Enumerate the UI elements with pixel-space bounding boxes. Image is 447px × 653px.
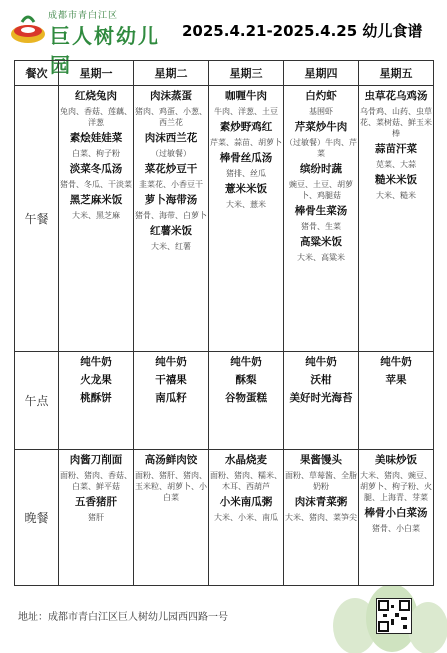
dish-name: 纯牛奶	[305, 356, 337, 368]
dish-name: 芹菜炒牛肉	[294, 121, 348, 133]
corner-header: 餐次	[15, 61, 59, 86]
dish-name: 糙米米饭	[375, 174, 417, 186]
dish-name: 萝卜海带汤	[144, 194, 198, 206]
footer	[0, 586, 447, 653]
school-address: 地址：成都市青白江区巨人树幼儿园西四路一号	[18, 612, 228, 623]
page-title: 2025.4.21-2025.4.25 幼儿食谱	[182, 22, 423, 40]
menu-cell	[359, 86, 434, 352]
dish-name: 淡菜冬瓜汤	[69, 163, 123, 175]
dish-ingredients: 大米、黑芝麻	[72, 211, 120, 220]
day-header: 星期二	[134, 61, 209, 86]
menu-cell	[134, 86, 209, 352]
dinner-row	[15, 450, 434, 586]
menu-cell	[209, 450, 284, 586]
dish-name: 酥梨	[235, 374, 257, 386]
dish-name: 虫草花乌鸡汤	[364, 90, 428, 102]
dish-name: 肉酱刀削面	[69, 454, 123, 466]
dish-name: 蒜苗汗菜	[375, 143, 417, 155]
dish-ingredients: 大米、猪肉、豌豆、胡萝卜、枸子粉、火腿、上海青、芽菜	[360, 471, 432, 502]
table-header-row	[15, 61, 434, 86]
dish-name: 干禧果	[155, 374, 187, 386]
dish-name: 纯牛奶	[230, 356, 262, 368]
dish-ingredients: 猪骨、冬瓜、干淡菜	[60, 180, 132, 189]
dish-ingredients: 面粉、猪肉、香菇、白菜、鲜平菇	[60, 471, 132, 491]
menu-cell	[359, 352, 434, 450]
menu-cell	[59, 450, 134, 586]
dish-ingredients: 兔肉、香菇、莲藕、洋葱	[60, 107, 132, 127]
qr-code-icon	[376, 598, 412, 634]
dish-name: 桃酥饼	[80, 392, 112, 404]
dish-name: 咖喱牛肉	[225, 90, 267, 102]
menu-cell	[359, 450, 434, 586]
dish-ingredients: 面粉、猪肉、糯米、木耳、西葫芦	[210, 471, 282, 491]
dish-ingredients: 基围虾	[309, 107, 333, 116]
dish-name: 火龙果	[80, 374, 112, 386]
day-header: 星期四	[284, 61, 359, 86]
dish-name: 沃柑	[310, 374, 332, 386]
day-header: 星期五	[359, 61, 434, 86]
day-header: 星期一	[59, 61, 134, 86]
dish-name: 缤纷时蔬	[300, 163, 342, 175]
dish-ingredients: 猪骨、海带、白萝卜	[135, 211, 207, 220]
logo-school-name: 巨人树幼儿园	[50, 24, 160, 77]
dish-name: 菜花炒豆干	[144, 163, 198, 175]
dish-name: 薏米米饭	[225, 183, 267, 195]
dish-name: 白灼虾	[305, 90, 337, 102]
dish-name: 肉沫蒸蛋	[150, 90, 192, 102]
dish-name: 苹果	[385, 374, 407, 386]
dish-name: 棒骨小白菜汤	[364, 507, 428, 519]
menu-cell	[284, 352, 359, 450]
dish-name: 纯牛奶	[380, 356, 412, 368]
dish-name: 水晶烧麦	[225, 454, 267, 466]
snack-row	[15, 352, 434, 450]
meal-label-snack: 午点	[15, 352, 59, 450]
menu-cell	[284, 86, 359, 352]
dish-name: 小米南瓜粥	[219, 496, 273, 508]
menu-cell	[134, 352, 209, 450]
dish-name: 棒骨丝瓜汤	[219, 152, 273, 164]
menu-cell	[209, 352, 284, 450]
dish-name: 五香猪肝	[75, 496, 117, 508]
dish-ingredients: 苋菜、大蒜	[376, 160, 416, 169]
menu-cell	[209, 86, 284, 352]
dish-ingredients: 猪骨、生菜	[301, 222, 341, 231]
dish-ingredients: 乌骨鸡、山药、虫草花、菜树菇、鲜玉米棒	[360, 107, 432, 138]
dish-name: 果酱馒头	[300, 454, 342, 466]
dish-name: 高汤鲜肉饺	[144, 454, 198, 466]
dish-name: 谷物蛋糕	[225, 392, 267, 404]
menu-cell	[59, 352, 134, 450]
dish-name: 纯牛奶	[80, 356, 112, 368]
dish-name: 美味炒饭	[375, 454, 417, 466]
bowl-logo-icon	[8, 12, 48, 46]
lunch-row	[15, 86, 434, 352]
menu-cell	[134, 450, 209, 586]
dish-ingredients: 牛肉、洋葱、土豆	[214, 107, 278, 116]
menu-cell	[284, 450, 359, 586]
dish-ingredients: 猪骨、小白菜	[372, 524, 420, 533]
menu-cell	[59, 86, 134, 352]
dish-name: 棒骨生菜汤	[294, 205, 348, 217]
dish-name: 红薯米饭	[150, 225, 192, 237]
day-header: 星期三	[209, 61, 284, 86]
dish-ingredients: 猪肉、鸡蛋、小葱、西兰花	[135, 107, 207, 127]
dish-name: 高粱米饭	[300, 236, 342, 248]
dish-ingredients: 芹菜、蒜苗、胡萝卜	[210, 138, 282, 147]
dish-ingredients: 大米、小米、南瓜	[214, 513, 278, 522]
weekly-menu-table	[14, 60, 434, 586]
dish-ingredients: （过敏餐）牛肉、芹菜	[285, 138, 357, 158]
dish-name: 肉沫青菜粥	[294, 496, 348, 508]
dish-ingredients: 豌豆、土豆、胡萝卜、鸡腿菇	[289, 180, 353, 200]
dish-ingredients: 大米、猪肉、菜笋尖	[285, 513, 357, 522]
dish-ingredients: 猪肝	[88, 513, 104, 522]
dish-ingredients: 大米、薏米	[226, 200, 266, 209]
dish-name: 纯牛奶	[155, 356, 187, 368]
dish-ingredients: 面粉、猪肝、猪肉、玉米粒、胡萝卜、小白菜	[135, 471, 207, 502]
dish-name: 南瓜籽	[155, 392, 187, 404]
dish-name: 素炒野鸡红	[219, 121, 273, 133]
dish-ingredients: （过敏餐）	[151, 149, 191, 158]
dish-name: 美好时光海苔	[289, 392, 353, 404]
dish-ingredients: 猪排、丝瓜	[226, 169, 266, 178]
dish-ingredients: 大米、糙米	[376, 191, 416, 200]
meal-label-lunch: 午餐	[15, 86, 59, 352]
dish-name: 黑芝麻米饭	[69, 194, 123, 206]
dish-ingredients: 面粉、草莓酱、全脂奶粉	[285, 471, 357, 491]
meal-label-dinner: 晚餐	[15, 450, 59, 586]
dish-name: 红烧兔肉	[75, 90, 117, 102]
logo-district-text: 成都市青白江区	[48, 11, 119, 21]
dish-ingredients: 大米、高粱米	[297, 253, 345, 262]
dish-ingredients: 韭菜花、小香豆干	[139, 180, 203, 189]
dish-ingredients: 白菜、枸子粉	[72, 149, 120, 158]
dish-name: 肉沫西兰花	[144, 132, 198, 144]
dish-ingredients: 大米、红薯	[151, 242, 191, 251]
dish-name: 素烩娃娃菜	[69, 132, 123, 144]
